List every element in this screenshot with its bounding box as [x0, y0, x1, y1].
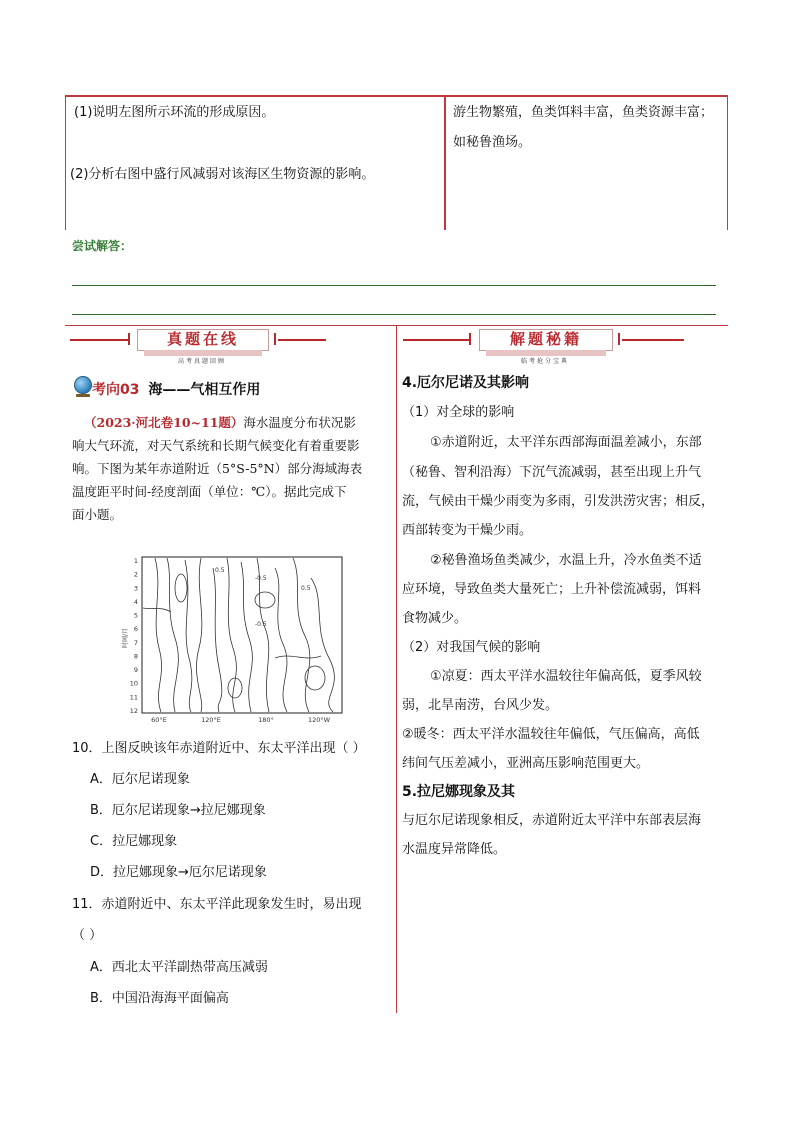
contour-label-4: 0.5: [301, 585, 311, 592]
table-top-border: [65, 95, 728, 97]
question-10-option-d[interactable]: D．拉尼娜现象→厄尔尼诺现象: [90, 865, 267, 880]
answer-line-2[interactable]: [72, 314, 716, 315]
right-heading-5: 5.拉尼娜现象及其: [402, 784, 516, 800]
intro-source: （2023·河北卷10~11题）: [84, 415, 244, 430]
question-10: 10．上图反映该年赤道附近中、东太平洋出现（ ）: [72, 741, 366, 756]
right-banner-line-right: [622, 339, 684, 341]
right-subheading-1: （1）对全球的影响: [402, 405, 515, 420]
question-10-option-a[interactable]: A．厄尔尼诺现象: [90, 772, 190, 787]
contour-line-10: [293, 558, 310, 712]
chart-y-tick-8: 8: [133, 652, 138, 661]
chart-y-tick-4: 4: [133, 597, 138, 606]
chart-y-tick-7: 7: [133, 638, 138, 647]
question-11-option-b[interactable]: B．中国沿海海平面偏高: [90, 991, 229, 1006]
table-question-2: (2)分析右图中盛行风减弱对该海区生物资源的影响。: [70, 167, 375, 182]
left-banner-tick-left: [128, 333, 130, 345]
right-p2-line-1: ②秘鲁渔场鱼类减少，水温上升，冷水鱼类不适: [430, 553, 702, 568]
question-10-option-b[interactable]: B．厄尔尼诺现象→拉尼娜现象: [90, 803, 266, 818]
chart-y-tick-12: 12: [129, 707, 138, 715]
table-left-border: [65, 95, 66, 230]
globe-sphere: [74, 376, 92, 394]
contour-line-5: [213, 568, 222, 712]
intro-line-1: [84, 413, 356, 433]
chart-y-tick-11: 11: [129, 693, 138, 702]
chart-contours: [143, 558, 334, 712]
table-answer-line-2: 如秘鲁渔场。: [453, 135, 532, 150]
contour-ellipse-1: [175, 574, 187, 602]
question-10-option-c[interactable]: C．拉尼娜现象: [90, 834, 178, 849]
right-p2-line-3: 食物减少。: [402, 611, 468, 626]
right-banner-line-left: [403, 339, 469, 341]
globe-icon: [74, 376, 92, 398]
contour-line-4: [196, 558, 201, 712]
left-banner-title: 真题在线: [166, 330, 239, 348]
try-answer-label: 尝试解答：: [72, 239, 133, 253]
contour-line-2: [167, 558, 178, 712]
contour-line-12: [143, 608, 171, 612]
chart-ylabel: 时间/月: [122, 627, 129, 649]
answer-line-1[interactable]: [72, 285, 716, 286]
right-p1-line-4: 西部转变为干燥少雨。: [402, 523, 533, 538]
intro-line-1-text: 海水温度分布状况影: [243, 415, 356, 430]
column-divider: [396, 325, 397, 1013]
right-banner-tick-left: [469, 333, 471, 345]
question-11-line-2: （ ）: [72, 928, 103, 943]
right-banner-tick-right: [618, 333, 620, 345]
left-banner-box: [137, 329, 269, 351]
right-p1-line-1: ①赤道附近，太平洋东西部海面温差减小，东部: [430, 435, 702, 450]
chart-x-tick-2: 120°E: [201, 716, 221, 724]
left-banner-line-right: [278, 339, 326, 341]
right-heading-4: 4.厄尔尼诺及其影响: [402, 375, 530, 391]
right-p3-line-2: 弱，北旱南涝，台风少发。: [402, 698, 559, 713]
table-question-1: (1)说明左图所示环流的形成原因。: [74, 105, 275, 120]
section-heading-prefix: 考向03: [92, 382, 140, 398]
right-p5-line-1: 与厄尔尼诺现象相反，赤道附近太平洋中东部表层海: [402, 813, 702, 828]
contour-ellipse-3: [305, 666, 325, 690]
right-p4-line-2: 纬间气压差减小，亚洲高压影响范围更大。: [402, 756, 650, 771]
chart-x-tick-3: 180°: [258, 716, 274, 724]
contour-ellipse-2: [255, 592, 275, 608]
intro-line-2: 响大气环流，对天气系统和长期气候变化有着重要影: [72, 438, 360, 453]
contour-line-9: [275, 568, 287, 712]
chart-y-tick-6: 6: [133, 625, 138, 634]
chart-y-tick-10: 10: [129, 679, 138, 688]
contour-label-3: -0.5: [255, 621, 267, 628]
contour-line-1: [155, 558, 162, 712]
question-11-option-a[interactable]: A．西北太平洋副热带高压减弱: [90, 960, 268, 975]
right-p1-line-2: （秘鲁、智利沿海）下沉气流减弱，甚至出现上升气: [402, 465, 702, 480]
table-mid-border: [444, 95, 446, 230]
globe-stand: [76, 394, 90, 397]
section-heading-title: 海——气相互作用: [148, 382, 261, 398]
intro-line-5: 面小题。: [72, 507, 123, 522]
chart-y-tick-2: 2: [133, 570, 138, 579]
table-answer-line-1: 游生物繁殖，鱼类饵料丰富，鱼类资源丰富；: [453, 105, 714, 120]
chart-y-ticks: [130, 557, 138, 715]
chart-x-tick-1: 60°E: [151, 716, 167, 724]
section-heading: [92, 380, 260, 400]
right-p4-line-1: ②暖冬：西太平洋水温较往年偏低，气压偏高，高低: [402, 727, 700, 742]
contour-label-2: -0.5: [255, 575, 267, 582]
table-right-border: [727, 95, 728, 230]
chart-x-tick-4: 120°W: [307, 716, 331, 724]
intro-line-3: 响。下图为某年赤道附近（5°S-5°N）部分海域海表: [72, 461, 363, 476]
intro-line-4: 温度距平时间-经度剖面（单位：℃）。据此完成下: [72, 484, 347, 499]
chart-y-tick-1: 1: [133, 557, 138, 565]
left-banner-tick-right: [274, 333, 276, 345]
left-banner-line-left: [70, 339, 128, 341]
sst-anomaly-contour-chart: [115, 548, 355, 730]
right-p3-line-1: ①凉夏：西太平洋水温较往年偏高低，夏季风较: [430, 669, 702, 684]
right-banner-subtitle: 临考抢分宝典: [520, 358, 569, 365]
right-banner-title: 解题秘籍: [509, 330, 582, 348]
chart-y-tick-9: 9: [133, 666, 138, 675]
right-p2-line-2: 应环境，导致鱼类大量死亡；上升补偿流减弱，饵料: [402, 582, 702, 597]
question-11-line-1: 11．赤道附近中、东太平洋此现象发生时，易出现: [72, 897, 362, 912]
right-subheading-2: （2）对我国气候的影响: [402, 640, 541, 655]
contour-label-1: 0.5: [215, 567, 225, 574]
right-banner-box: [479, 329, 613, 351]
chart-y-tick-3: 3: [133, 584, 138, 593]
right-p5-line-2: 水温度异常降低。: [402, 842, 507, 857]
contour-line-3: [185, 560, 192, 712]
contour-line-11: [311, 578, 334, 712]
left-banner-subtitle: 高考真题回顾: [177, 358, 226, 365]
chart-y-tick-5: 5: [133, 611, 138, 620]
contour-line-7: [241, 562, 252, 712]
contour-line-13: [275, 656, 321, 658]
right-p1-line-3: 流，气候由干燥少雨变为多雨，引发洪涝灾害；相反，: [402, 494, 715, 509]
